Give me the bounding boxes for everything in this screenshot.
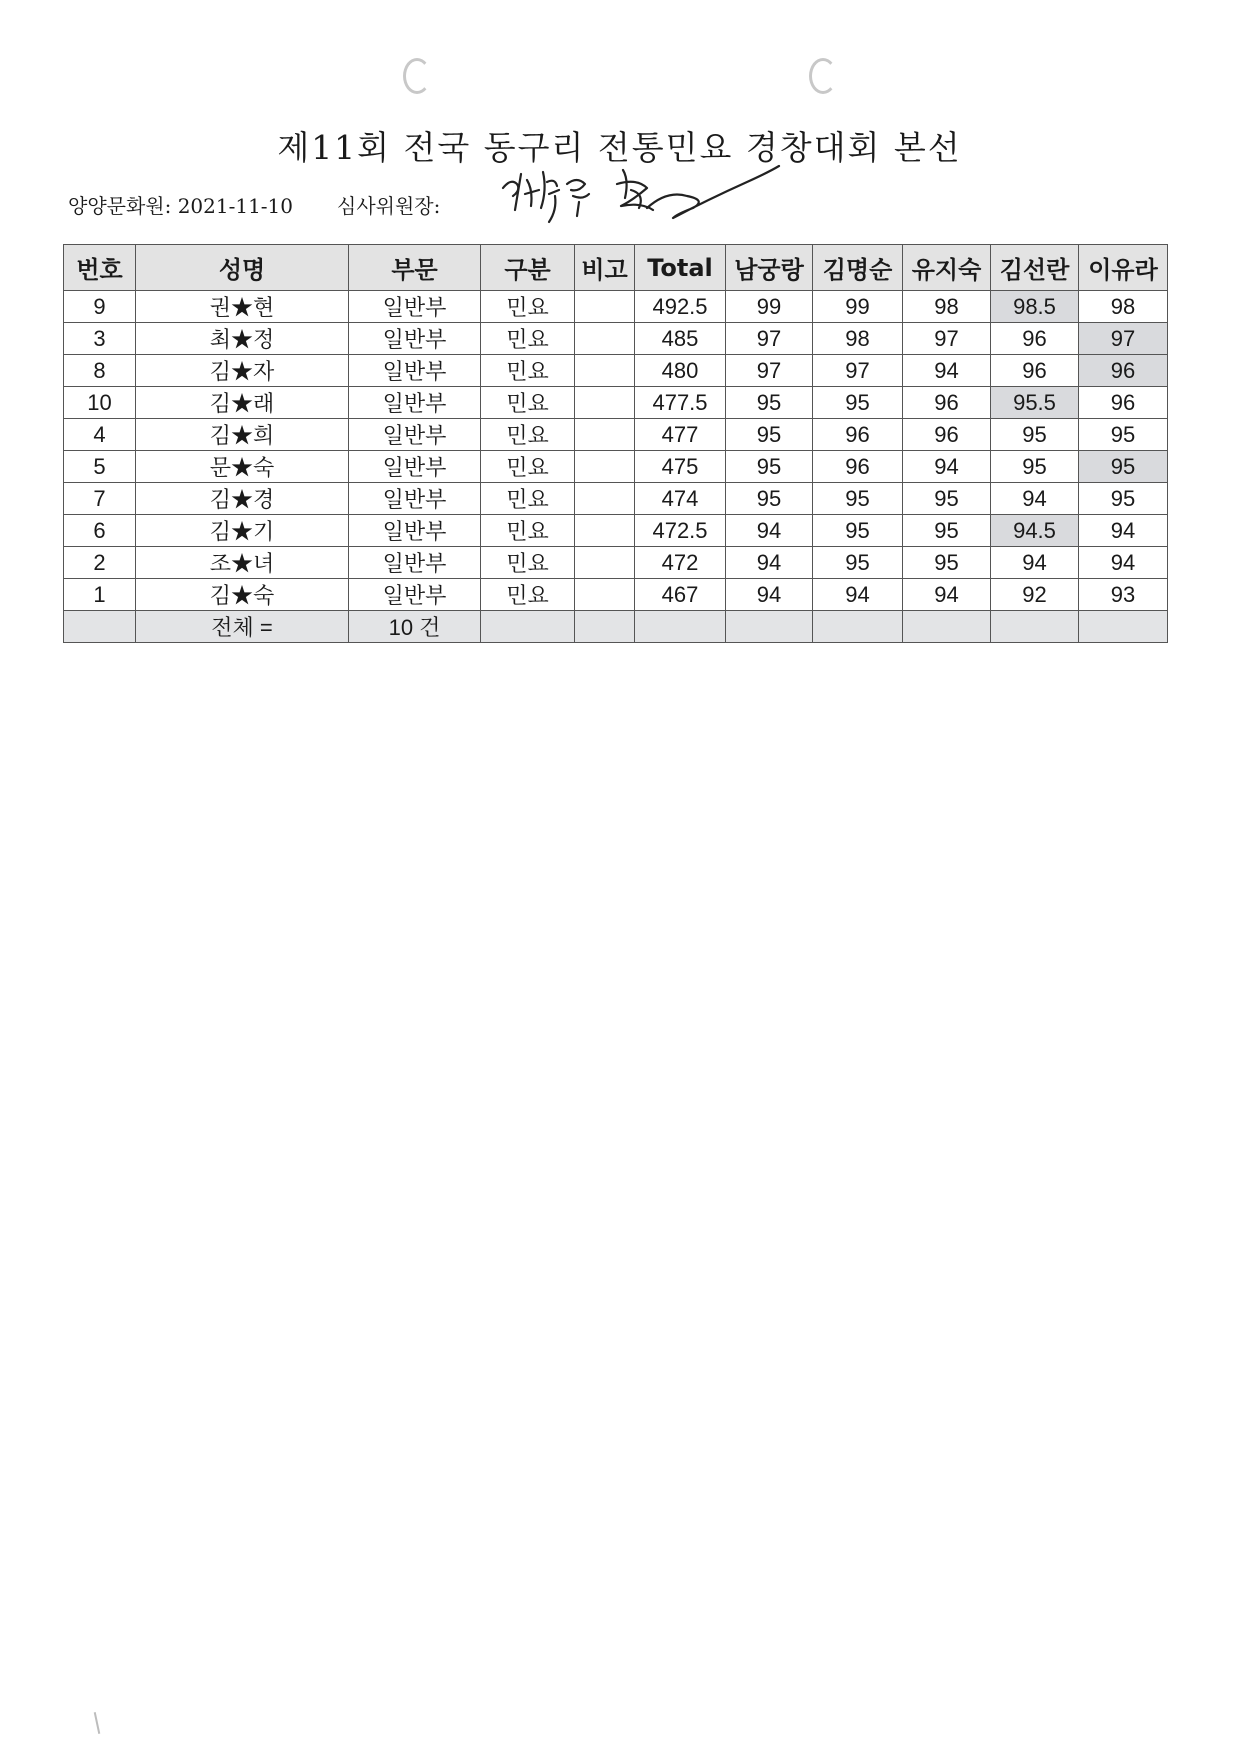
cell-number: 4: [64, 419, 136, 451]
cell-judge-score: 95: [991, 419, 1079, 451]
cell-number: 10: [64, 387, 136, 419]
cell-note: [575, 579, 635, 611]
cell-name: 최★정: [136, 323, 349, 355]
cell-judge-score: 95: [903, 547, 991, 579]
header-row: [64, 245, 1168, 291]
cell-note: [575, 291, 635, 323]
cell-judge-score: 97: [726, 323, 813, 355]
punch-hole-right: [809, 58, 837, 94]
cell-judge-score: 97: [813, 355, 903, 387]
cell-judge-score: 96: [1079, 355, 1168, 387]
cell-judge-score: 95: [1079, 451, 1168, 483]
cell-total: 477.5: [635, 387, 726, 419]
cell-division: 일반부: [349, 451, 481, 483]
total-count: 10 건: [349, 611, 481, 643]
header-judge-2: 김명순: [813, 245, 903, 291]
cell-note: [575, 355, 635, 387]
cell-category: 민요: [481, 291, 575, 323]
cell-category: 민요: [481, 515, 575, 547]
header-division: 부문: [349, 245, 481, 291]
cell-total: 472: [635, 547, 726, 579]
cell-category: 민요: [481, 547, 575, 579]
cell-judge-score: 95: [903, 515, 991, 547]
header-category: 구분: [481, 245, 575, 291]
header-judge-4: 김선란: [991, 245, 1079, 291]
cell-judge-score: 98: [903, 291, 991, 323]
cell-number: 7: [64, 483, 136, 515]
cell-judge-score: 95: [726, 483, 813, 515]
cell-judge-score: 96: [903, 419, 991, 451]
cell-judge-score: 96: [903, 387, 991, 419]
cell-judge-score: 96: [813, 451, 903, 483]
cell-note: [575, 451, 635, 483]
results-table: [63, 244, 1168, 643]
cell-judge-score: 98: [1079, 291, 1168, 323]
cell-judge-score: 94: [726, 579, 813, 611]
header-total: Total: [635, 245, 726, 291]
cell-judge-score: 94: [991, 483, 1079, 515]
cell-judge-score: 94: [1079, 547, 1168, 579]
cell-name: 김★자: [136, 355, 349, 387]
cell-name: 문★숙: [136, 451, 349, 483]
table-row: [64, 579, 1168, 611]
cell-judge-score: 95: [903, 483, 991, 515]
cell-name: 조★녀: [136, 547, 349, 579]
cell-category: 민요: [481, 355, 575, 387]
cell-judge-score: 95: [726, 387, 813, 419]
cell-name: 권★현: [136, 291, 349, 323]
table-row: [64, 451, 1168, 483]
header-name: 성명: [136, 245, 349, 291]
cell-number: 3: [64, 323, 136, 355]
header-judge-5: 이유라: [1079, 245, 1168, 291]
cell-total: 472.5: [635, 515, 726, 547]
cell-judge-score: 96: [1079, 387, 1168, 419]
cell-note: [575, 483, 635, 515]
cell-judge-score: 95: [1079, 419, 1168, 451]
cell-number: 5: [64, 451, 136, 483]
cell-judge-score: 95: [1079, 483, 1168, 515]
venue-date: 양양문화원: 2021-11-10: [68, 194, 294, 218]
scan-mark: [94, 1712, 101, 1734]
cell-division: 일반부: [349, 579, 481, 611]
cell-note: [575, 515, 635, 547]
cell-judge-score: 96: [813, 419, 903, 451]
cell-judge-score: 95.5: [991, 387, 1079, 419]
cell-number: 6: [64, 515, 136, 547]
cell-judge-score: 99: [813, 291, 903, 323]
cell-number: 8: [64, 355, 136, 387]
cell-division: 일반부: [349, 483, 481, 515]
cell-total: 467: [635, 579, 726, 611]
cell-judge-score: 95: [726, 451, 813, 483]
cell-judge-score: 98.5: [991, 291, 1079, 323]
cell-judge-score: 95: [813, 515, 903, 547]
handwritten-signature: [497, 160, 797, 230]
cell-category: 민요: [481, 323, 575, 355]
cell-judge-score: 95: [813, 483, 903, 515]
cell-division: 일반부: [349, 323, 481, 355]
cell-category: 민요: [481, 451, 575, 483]
cell-division: 일반부: [349, 291, 481, 323]
cell-judge-score: 95: [813, 547, 903, 579]
cell-judge-score: 97: [1079, 323, 1168, 355]
document-title: 제11회 전국 동구리 전통민요 경창대회 본선: [277, 128, 962, 167]
cell-judge-score: 95: [726, 419, 813, 451]
cell-note: [575, 547, 635, 579]
chief-judge-label: 심사위원장:: [337, 194, 441, 218]
cell-number: 1: [64, 579, 136, 611]
cell-name: 김★경: [136, 483, 349, 515]
cell-total: 477: [635, 419, 726, 451]
cell-total: 474: [635, 483, 726, 515]
table-row: [64, 355, 1168, 387]
cell-judge-score: 98: [813, 323, 903, 355]
cell-judge-score: 94.5: [991, 515, 1079, 547]
header-judge-3: 유지숙: [903, 245, 991, 291]
cell-category: 민요: [481, 483, 575, 515]
cell-judge-score: 92: [991, 579, 1079, 611]
cell-judge-score: 94: [1079, 515, 1168, 547]
total-row: [64, 611, 1168, 643]
table-row: [64, 323, 1168, 355]
cell-number: 9: [64, 291, 136, 323]
cell-division: 일반부: [349, 547, 481, 579]
cell-note: [575, 387, 635, 419]
cell-note: [575, 323, 635, 355]
table-row: [64, 515, 1168, 547]
cell-judge-score: 95: [813, 387, 903, 419]
cell-total: 485: [635, 323, 726, 355]
cell-judge-score: 97: [903, 323, 991, 355]
cell-judge-score: 94: [726, 515, 813, 547]
cell-note: [575, 419, 635, 451]
cell-name: 김★래: [136, 387, 349, 419]
cell-judge-score: 95: [991, 451, 1079, 483]
cell-judge-score: 93: [1079, 579, 1168, 611]
cell-judge-score: 94: [903, 579, 991, 611]
cell-division: 일반부: [349, 515, 481, 547]
cell-category: 민요: [481, 579, 575, 611]
header-judge-1: 남궁랑: [726, 245, 813, 291]
cell-category: 민요: [481, 419, 575, 451]
cell-judge-score: 97: [726, 355, 813, 387]
cell-judge-score: 94: [726, 547, 813, 579]
table-row: [64, 291, 1168, 323]
total-cell-blank: [64, 611, 136, 643]
cell-judge-score: 96: [991, 323, 1079, 355]
punch-hole-left: [403, 58, 431, 94]
cell-total: 492.5: [635, 291, 726, 323]
cell-judge-score: 94: [903, 355, 991, 387]
cell-category: 민요: [481, 387, 575, 419]
table-row: [64, 387, 1168, 419]
cell-number: 2: [64, 547, 136, 579]
cell-name: 김★희: [136, 419, 349, 451]
cell-judge-score: 99: [726, 291, 813, 323]
cell-judge-score: 96: [991, 355, 1079, 387]
total-label: 전체 =: [136, 611, 349, 643]
cell-division: 일반부: [349, 419, 481, 451]
table-row: [64, 419, 1168, 451]
cell-division: 일반부: [349, 387, 481, 419]
results-body: [64, 291, 1168, 611]
table-row: [64, 483, 1168, 515]
cell-judge-score: 94: [903, 451, 991, 483]
cell-name: 김★숙: [136, 579, 349, 611]
cell-division: 일반부: [349, 355, 481, 387]
cell-judge-score: 94: [813, 579, 903, 611]
header-number: 번호: [64, 245, 136, 291]
header-note: 비고: [575, 245, 635, 291]
cell-total: 475: [635, 451, 726, 483]
cell-total: 480: [635, 355, 726, 387]
table-row: [64, 547, 1168, 579]
cell-judge-score: 94: [991, 547, 1079, 579]
meta-line: [68, 190, 440, 219]
cell-name: 김★기: [136, 515, 349, 547]
